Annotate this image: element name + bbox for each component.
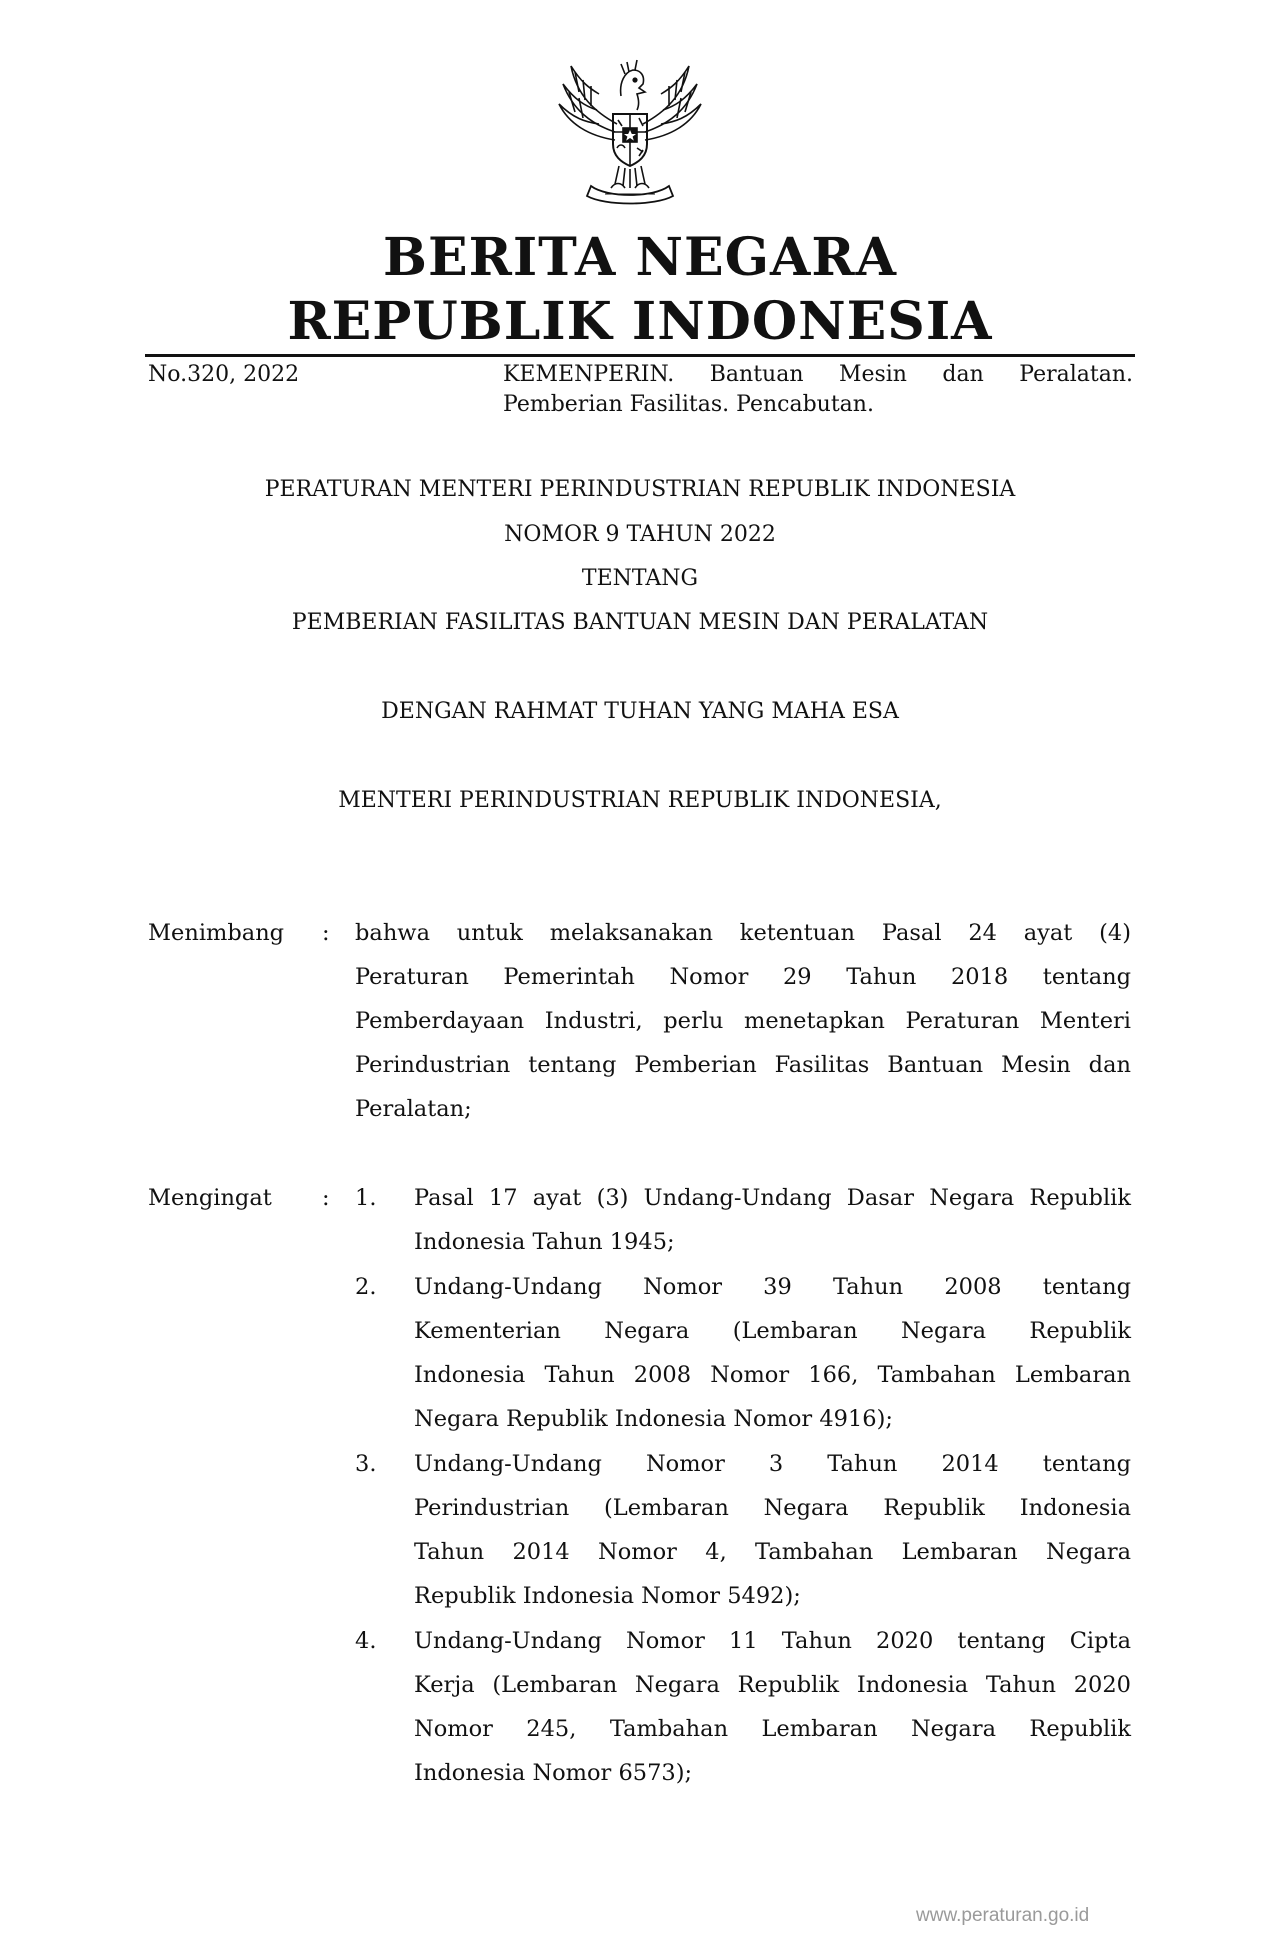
regulation-about: TENTANG [581, 566, 699, 591]
mengingat-item [355, 1176, 1131, 1264]
gazette-number: No.320, 2022 [148, 362, 300, 387]
text-line: Negara Republik Indonesia Nomor 4916); [414, 1406, 893, 1432]
masthead-divider [145, 354, 1135, 357]
text-line: Perindustrian tentang Pemberian Fasilitas Bantuan Mesin dan [355, 1052, 1131, 1078]
mengingat-colon: : [322, 1185, 330, 1211]
menimbang-text [355, 911, 1131, 1131]
text-line: Indonesia Tahun 1945; [414, 1229, 675, 1255]
text-line: Kerja (Lembaran Negara Republik Indonesia Tahun 2020 [414, 1672, 1131, 1698]
masthead-title-line2: REPUBLIK INDONESIA [287, 291, 993, 352]
regulation-issuer: MENTERI PERINDUSTRIAN REPUBLIK INDONESIA, [338, 788, 942, 813]
footer-website-url: www.peraturan.go.id [916, 1905, 1090, 1926]
regulation-preamble: DENGAN RAHMAT TUHAN YANG MAHA ESA [381, 699, 899, 724]
text-line: Peralatan; [355, 1096, 472, 1122]
mengingat-item [355, 1442, 1131, 1618]
text-line: Undang-Undang Nomor 3 Tahun 2014 tentang [414, 1451, 1131, 1477]
gazette-subject-line: KEMENPERIN. Bantuan Mesin dan Peralatan. [503, 362, 1133, 387]
garuda-pancasila-emblem [555, 52, 705, 210]
text-line: Pemberdayaan Industri, perlu menetapkan Peraturan Menteri [355, 1008, 1131, 1034]
text-line: Tahun 2014 Nomor 4, Tambahan Lembaran Negara [414, 1539, 1131, 1565]
item-number: 3. [355, 1451, 377, 1477]
mengingat-label: Mengingat [148, 1185, 272, 1211]
gazette-subject [503, 360, 1133, 420]
menimbang-colon: : [322, 920, 330, 946]
mengingat-item [355, 1619, 1131, 1795]
text-line: bahwa untuk melaksanakan ketentuan Pasal 24 ayat (4) [355, 920, 1131, 946]
text-line: Peraturan Pemerintah Nomor 29 Tahun 2018 tentang [355, 964, 1131, 990]
text-line: Indonesia Nomor 6573); [414, 1760, 693, 1786]
text-line: Kementerian Negara (Lembaran Negara Republik [414, 1318, 1131, 1344]
regulation-subject: PEMBERIAN FASILITAS BANTUAN MESIN DAN PERALATAN [291, 610, 989, 635]
masthead-title-line1: BERITA NEGARA [383, 227, 897, 288]
text-line: Perindustrian (Lembaran Negara Republik Indonesia [414, 1495, 1131, 1521]
item-number: 2. [355, 1274, 377, 1300]
mengingat-item [355, 1265, 1131, 1441]
regulation-title: PERATURAN MENTERI PERINDUSTRIAN REPUBLIK INDONESIA [264, 477, 1016, 502]
text-line: Indonesia Tahun 2008 Nomor 166, Tambahan Lembaran [414, 1362, 1131, 1388]
gazette-subject-line: Pemberian Fasilitas. Pencabutan. [503, 392, 874, 417]
item-number: 4. [355, 1628, 377, 1654]
item-number: 1. [355, 1185, 377, 1211]
text-line: Undang-Undang Nomor 11 Tahun 2020 tentang Cipta [414, 1628, 1131, 1654]
text-line: Republik Indonesia Nomor 5492); [414, 1583, 801, 1609]
text-line: Pasal 17 ayat (3) Undang-Undang Dasar Negara Republik [414, 1185, 1131, 1211]
regulation-number: NOMOR 9 TAHUN 2022 [504, 522, 776, 547]
menimbang-label: Menimbang [148, 920, 285, 946]
text-line: Nomor 245, Tambahan Lembaran Negara Republik [414, 1716, 1131, 1742]
text-line: Undang-Undang Nomor 39 Tahun 2008 tentang [414, 1274, 1131, 1300]
